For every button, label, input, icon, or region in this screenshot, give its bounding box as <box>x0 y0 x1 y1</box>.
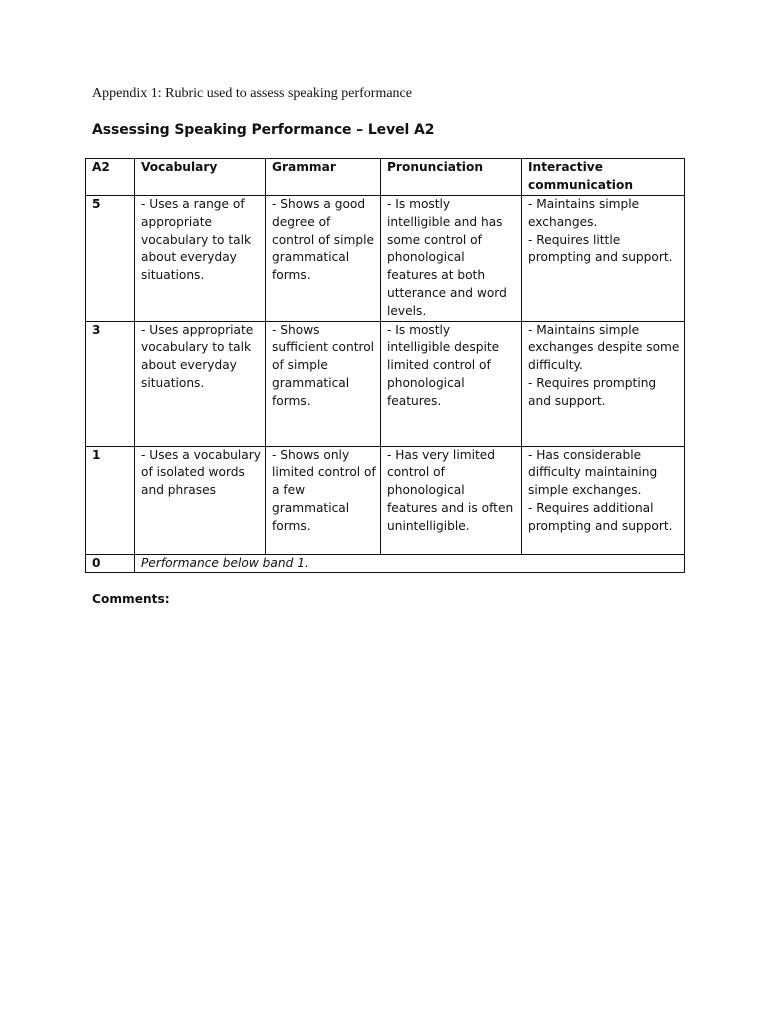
header-level: A2 <box>86 159 135 196</box>
interactive-point: - Requires little prompting and support. <box>528 232 673 265</box>
band-score: 1 <box>86 446 135 554</box>
header-vocabulary: Vocabulary <box>135 159 266 196</box>
interactive-point: - Requires prompting and support. <box>528 375 657 408</box>
interactive-descriptor <box>522 446 685 554</box>
grammar-descriptor: - Shows only limited control of a few grammatical forms. <box>266 446 381 554</box>
below-band-note: Performance below band 1. <box>135 554 685 573</box>
interactive-point: - Requires additional prompting and support. <box>528 500 673 533</box>
vocabulary-descriptor: - Uses appropriate vocabulary to talk about everyday situations. <box>135 321 266 446</box>
table-row <box>86 196 685 322</box>
header-interactive-communication: Interactive communication <box>522 159 685 196</box>
interactive-point: - Has considerable difficulty maintaining simple exchanges. <box>528 447 658 498</box>
table-row <box>86 321 685 446</box>
header-grammar: Grammar <box>266 159 381 196</box>
page-title: Assessing Speaking Performance – Level A2 <box>92 122 435 138</box>
band-score: 0 <box>86 554 135 573</box>
table-row <box>86 554 685 573</box>
pronunciation-descriptor: - Has very limited control of phonological features and is often unintelligible. <box>381 446 522 554</box>
interactive-point: - Maintains simple exchanges despite some difficulty. <box>528 322 680 373</box>
grammar-descriptor: - Shows a good degree of control of simple grammatical forms. <box>266 196 381 322</box>
rubric-table <box>85 158 685 573</box>
interactive-descriptor <box>522 196 685 322</box>
table-row <box>86 446 685 554</box>
vocabulary-descriptor: - Uses a range of appropriate vocabulary to talk about everyday situations. <box>135 196 266 322</box>
table-header-row <box>86 159 685 196</box>
comments-label: Comments: <box>92 592 170 606</box>
vocabulary-descriptor: - Uses a vocabulary of isolated words and phrases <box>135 446 266 554</box>
pronunciation-descriptor: - Is mostly intelligible despite limited control of phonological features. <box>381 321 522 446</box>
header-pronunciation: Pronunciation <box>381 159 522 196</box>
band-score: 3 <box>86 321 135 446</box>
appendix-heading: Appendix 1: Rubric used to assess speaking performance <box>92 86 412 101</box>
band-score: 5 <box>86 196 135 322</box>
interactive-point: - Maintains simple exchanges. <box>528 197 640 229</box>
grammar-descriptor: - Shows sufficient control of simple grammatical forms. <box>266 321 381 446</box>
interactive-descriptor <box>522 321 685 446</box>
pronunciation-descriptor: - Is mostly intelligible and has some control of phonological features at both utterance and word levels. <box>381 196 522 322</box>
